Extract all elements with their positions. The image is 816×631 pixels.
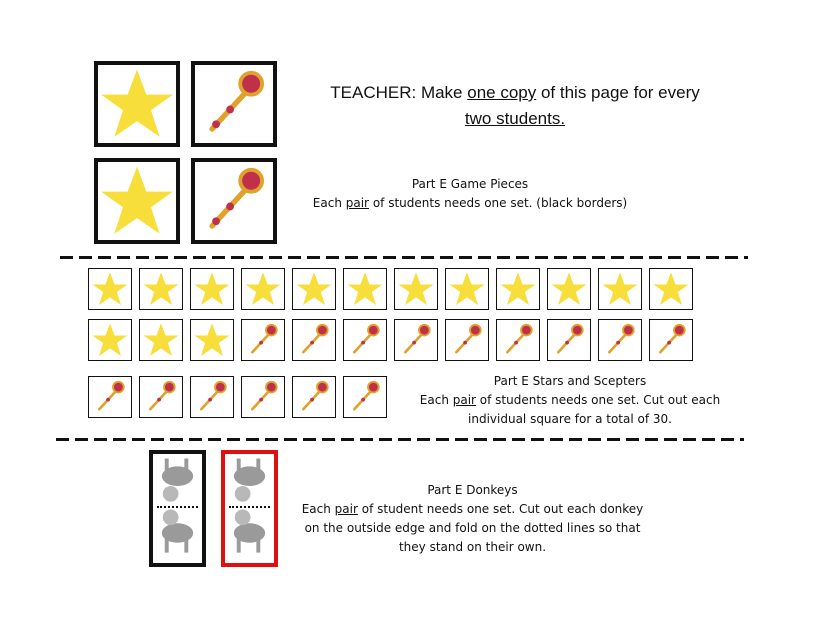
scepter-icon <box>345 321 385 359</box>
star-icon <box>396 270 436 308</box>
star-tile <box>649 268 693 310</box>
star-icon <box>192 270 232 308</box>
scepter-icon <box>90 378 130 416</box>
donkey-card-black <box>149 450 206 567</box>
star-icon <box>549 270 589 308</box>
star-tile <box>88 268 132 310</box>
scepter-tile <box>598 319 642 361</box>
scepter-icon <box>396 321 436 359</box>
star-icon <box>345 270 385 308</box>
star-icon <box>141 270 181 308</box>
star-icon <box>90 321 130 359</box>
game-pieces-caption: Part E Game Pieces Each pair of students needs one set. (black borders) <box>312 177 628 210</box>
scepter-tile <box>496 319 540 361</box>
scepter-icon <box>243 378 283 416</box>
scepter-tile <box>292 319 336 361</box>
scepter-tile <box>292 376 336 418</box>
scepter-tile <box>343 376 387 418</box>
star-tile <box>598 268 642 310</box>
scepter-tile <box>139 376 183 418</box>
star-tile <box>343 268 387 310</box>
donkey-icon <box>153 454 202 563</box>
star-icon <box>447 270 487 308</box>
stars-scepters-row-2 <box>88 319 693 361</box>
star-tile <box>241 268 285 310</box>
scepter-icon <box>549 321 589 359</box>
star-icon <box>243 270 283 308</box>
scepter-icon <box>600 321 640 359</box>
star-tile <box>139 319 183 361</box>
donkey-icon <box>225 454 274 563</box>
scepter-tile <box>241 376 285 418</box>
scepter-tile <box>88 376 132 418</box>
page-heading: TEACHER: Make one copy of this page for every two students. <box>330 83 700 128</box>
scepter-icon <box>651 321 691 359</box>
star-icon <box>498 270 538 308</box>
scepter-icon <box>498 321 538 359</box>
stars-scepters-caption: Part E Stars and Scepters Each pair of students needs one set. Cut out each individual square for a total of 30. <box>419 374 721 426</box>
cut-line-1 <box>60 256 748 259</box>
scepter-icon <box>195 65 273 143</box>
scepter-tile <box>343 319 387 361</box>
star-tile <box>445 268 489 310</box>
donkeys-caption: Part E Donkeys Each pair of student needs one set. Cut out each donkey on the outside edge and fold on the dotted lines so that they stand on their own. <box>301 483 644 554</box>
star-icon <box>98 65 176 143</box>
star-tile <box>547 268 591 310</box>
star-icon <box>600 270 640 308</box>
star-tile <box>190 268 234 310</box>
cut-line-2 <box>56 438 744 441</box>
scepter-tile <box>445 319 489 361</box>
game-piece-scepter-1 <box>191 61 277 147</box>
star-icon <box>90 270 130 308</box>
star-tile <box>139 268 183 310</box>
star-tile <box>292 268 336 310</box>
scepter-tile <box>241 319 285 361</box>
star-icon <box>192 321 232 359</box>
star-tile <box>190 319 234 361</box>
scepter-icon <box>345 378 385 416</box>
star-icon <box>98 162 176 240</box>
scepter-icon <box>243 321 283 359</box>
star-icon <box>294 270 334 308</box>
scepter-tile <box>547 319 591 361</box>
star-icon <box>651 270 691 308</box>
scepter-icon <box>294 321 334 359</box>
scepter-icon <box>294 378 334 416</box>
scepter-icon <box>195 162 273 240</box>
star-tile <box>88 319 132 361</box>
scepter-tile <box>394 319 438 361</box>
scepter-tile <box>649 319 693 361</box>
scepter-icon <box>141 378 181 416</box>
donkey-card-red <box>221 450 278 567</box>
stars-row-1 <box>88 268 693 310</box>
game-piece-star-1 <box>94 61 180 147</box>
star-tile <box>394 268 438 310</box>
scepter-icon <box>447 321 487 359</box>
game-piece-scepter-2 <box>191 158 277 244</box>
scepter-tile <box>190 376 234 418</box>
star-tile <box>496 268 540 310</box>
star-icon <box>141 321 181 359</box>
scepter-icon <box>192 378 232 416</box>
scepters-row-3 <box>88 376 387 418</box>
game-piece-star-2 <box>94 158 180 244</box>
